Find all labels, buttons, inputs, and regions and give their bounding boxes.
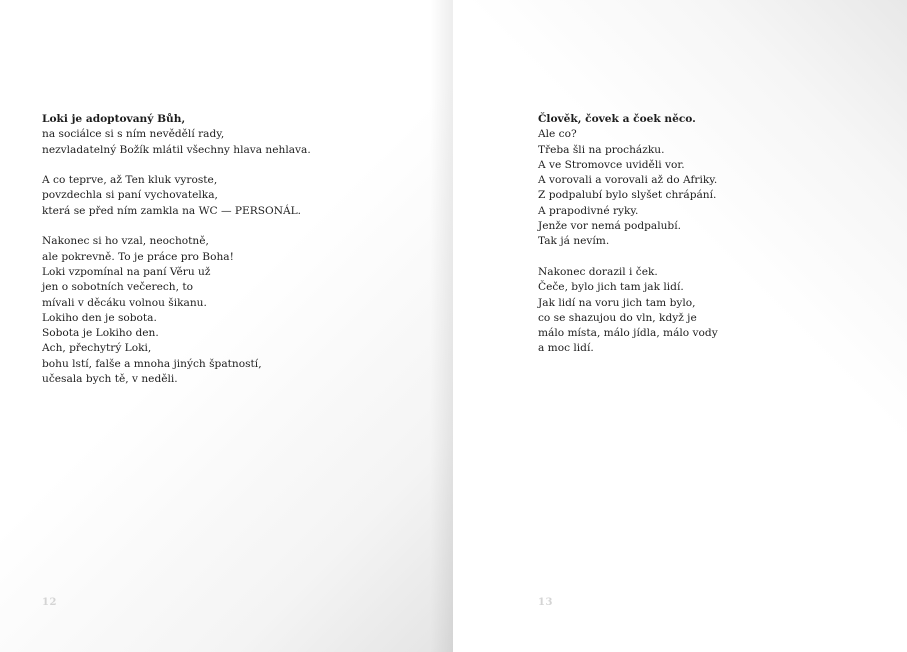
poem-line: jen o sobotních večerech, to [42,281,193,294]
poem-line: Jak lidí na voru jich tam bylo, [538,296,696,309]
poem-line: Z podpalubí bylo slyšet chrápání. [538,189,717,202]
right-page [453,0,907,652]
poem-line: na sociálce si s ním nevědělí rady, [42,128,225,141]
poem-line: Ach, přechytrý Loki, [42,342,152,355]
poem-line: a moc lidí. [538,342,594,355]
stanza [42,112,432,158]
poem-loki [42,112,432,403]
poem-line: učesala bych tě, v neděli. [42,373,178,386]
poem-line: povzdechla si paní vychovatelka, [42,189,218,202]
poem-line: Ale co? [538,128,577,141]
poem-line: Čeče, bylo jich tam jak lidí. [538,281,684,294]
poem-line: Třeba šli na procházku. [538,143,665,156]
poem-line: co se shazujou do vln, když je [538,311,697,324]
poem-line: Jenže vor nemá podpalubí. [538,220,681,233]
poem-line: Sobota je Lokiho den. [42,327,159,340]
poem-line: Nakonec si ho vzal, neochotně, [42,235,209,248]
poem-line: A vorovali a vorovali až do Afriky. [538,174,718,187]
poem-line: Loki vzpomínal na paní Věru už [42,265,211,278]
page-number: 13 [538,597,553,608]
left-page [0,0,453,652]
stanza [42,234,432,387]
poem-line: A ve Stromovce uviděli vor. [538,158,685,171]
poem-title: Loki je adoptovaný Bůh, [42,113,186,125]
stanza [42,173,432,219]
poem-line: ale pokrevně. To je práce pro Boha! [42,250,234,263]
poem-line: málo místa, málo jídla, málo vody [538,327,718,340]
poem-line: která se před ním zamkla na WC — PERSONÁL. [42,204,302,217]
poem-line: Lokiho den je sobota. [42,311,157,324]
poem-line: mívali v děcáku volnou šikanu. [42,296,207,309]
page-number: 12 [42,597,57,608]
poem-title: Člověk, čovek a čoek něco. [538,113,696,125]
stanza [538,112,878,250]
poem-line: nezvladatelný Božík mlátil všechny hlava nehlava. [42,143,311,156]
stanza [538,265,878,357]
poem-line: A co teprve, až Ten kluk vyroste, [42,174,218,187]
poem-line: bohu lstí, falše a mnoha jiných špatností, [42,357,262,370]
poem-line: Nakonec dorazil i ček. [538,265,658,278]
gutter-shadow [430,0,453,652]
poem-line: A prapodivné ryky. [538,204,639,217]
poem-clovek [538,112,878,372]
poem-line: Tak já nevím. [538,235,610,248]
